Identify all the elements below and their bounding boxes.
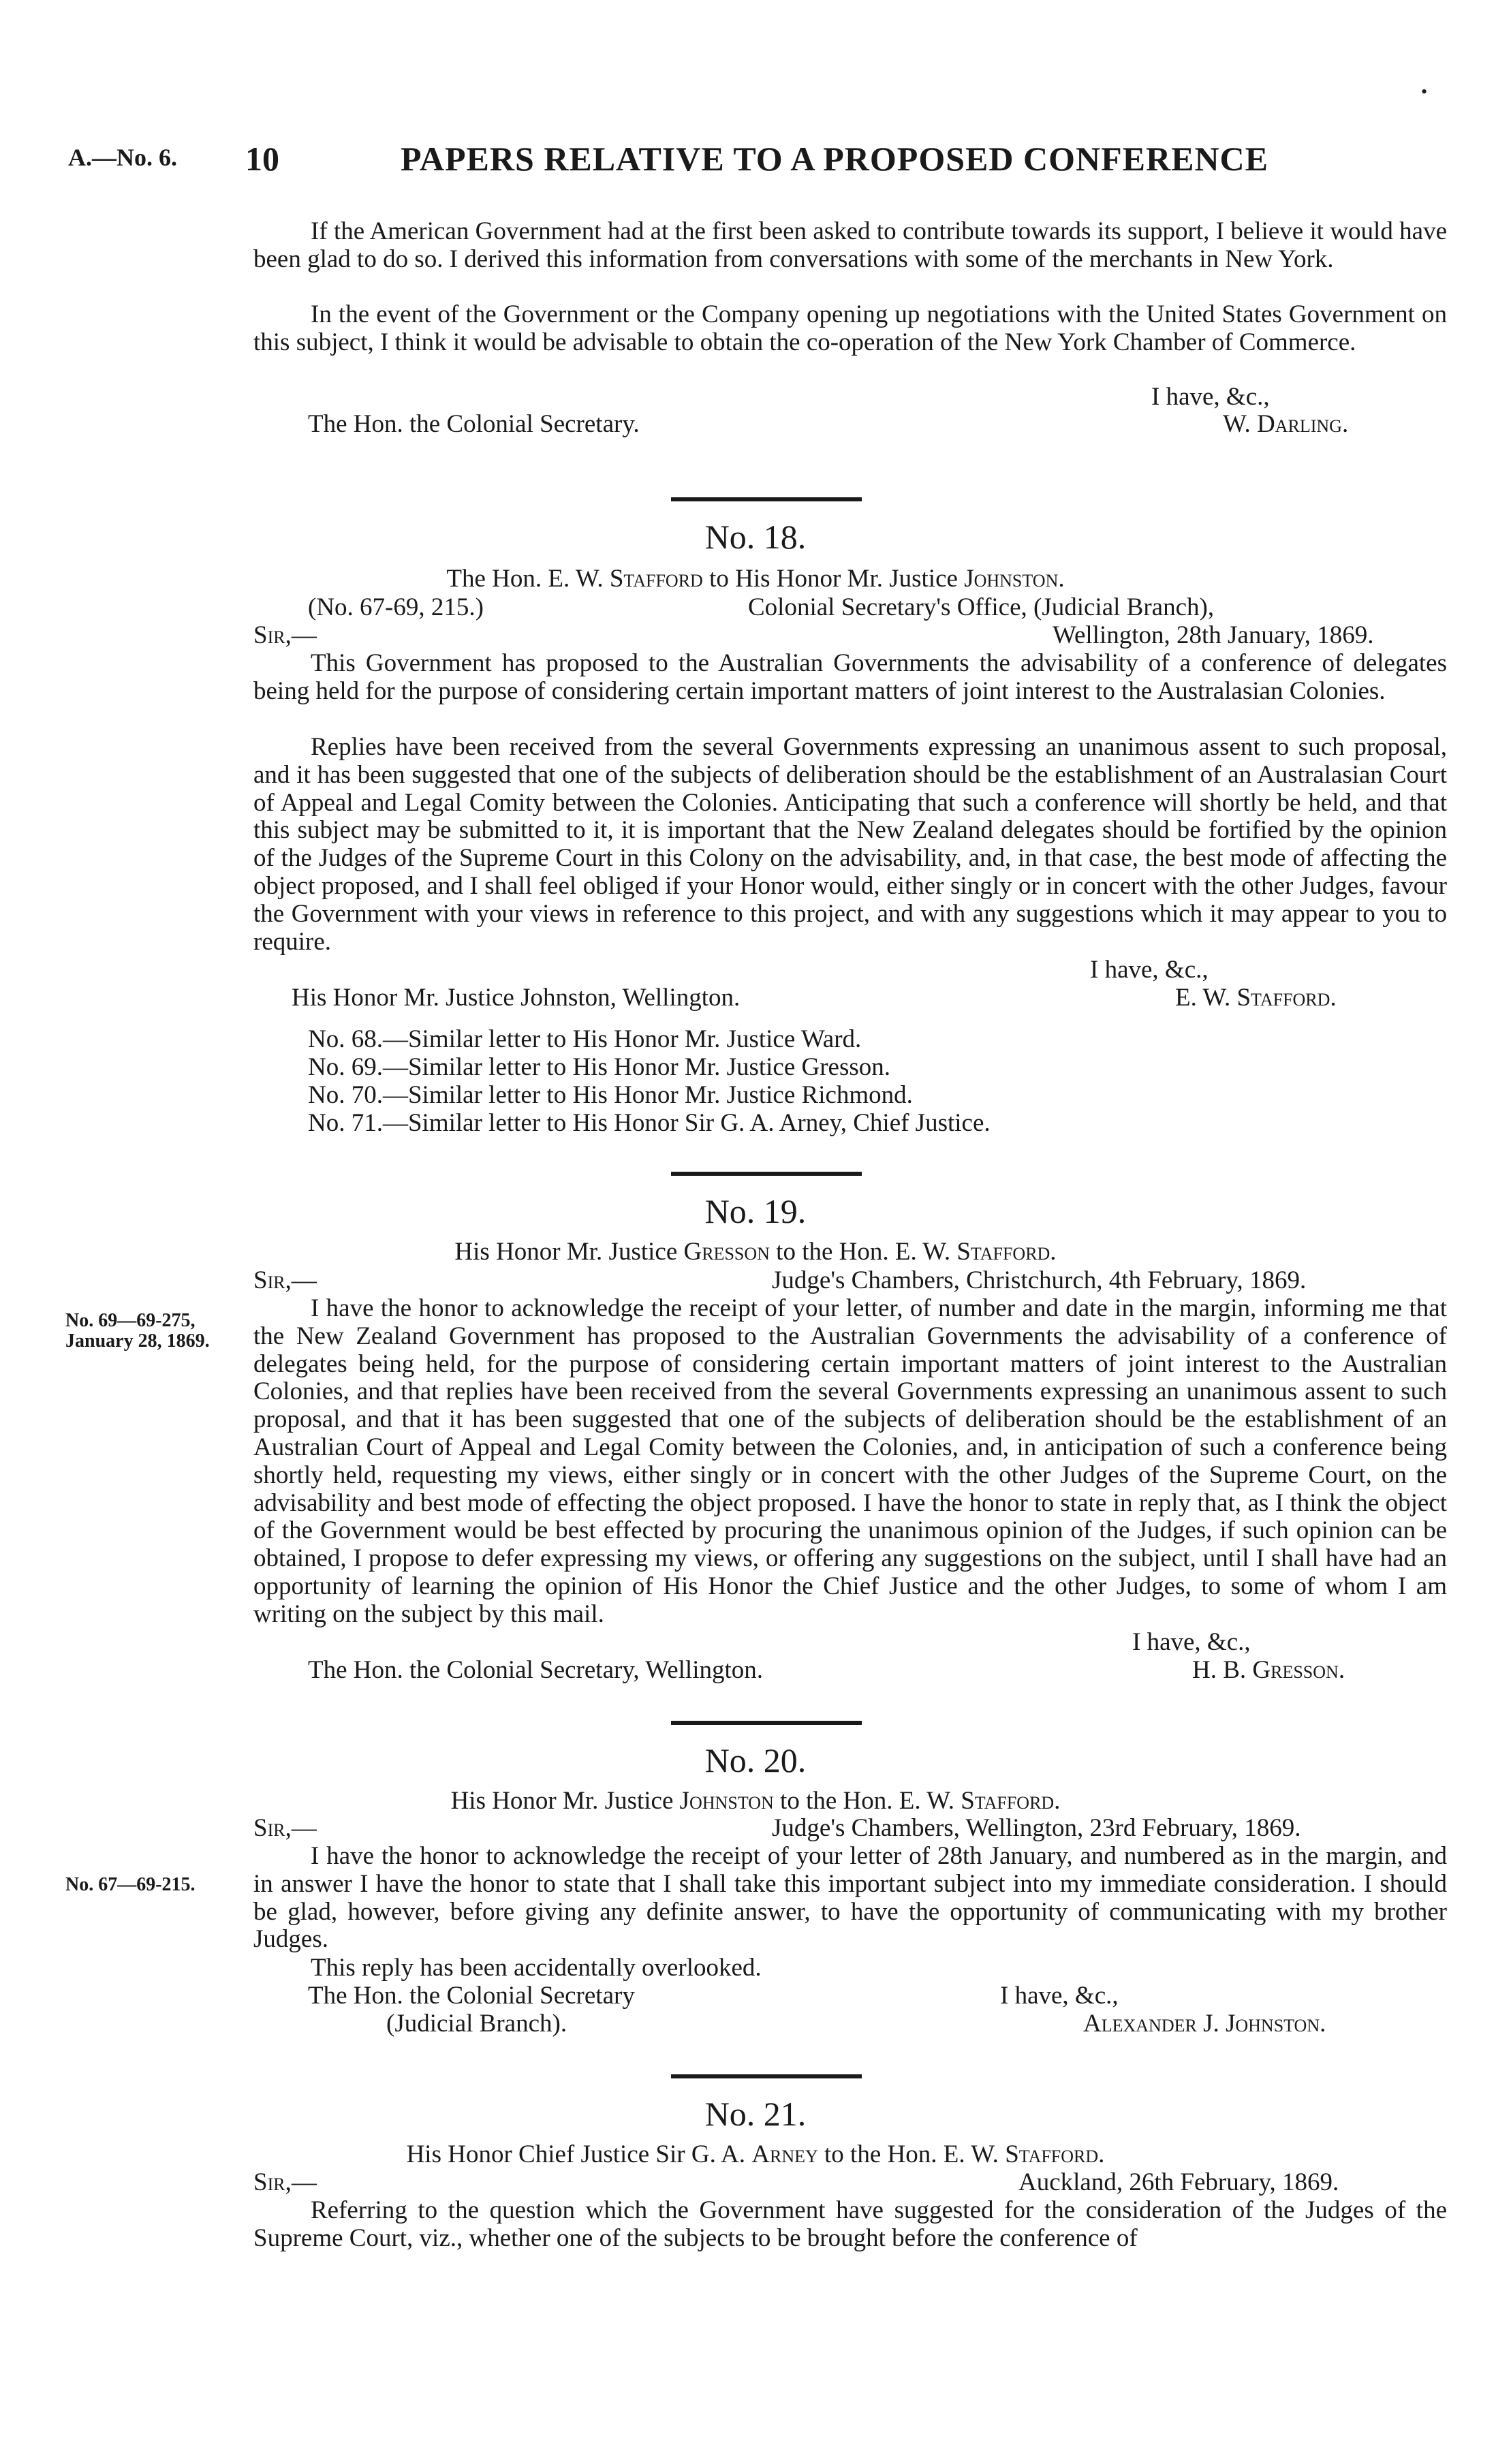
running-title: PAPERS RELATIVE TO A PROPOSED CONFERENCE (401, 140, 1269, 178)
similar-letter-68: No. 68.—Similar letter to His Honor Mr. Justice Ward. (308, 1025, 862, 1053)
letter-20-signature: Alexander J. Johnston. (1083, 2010, 1326, 2038)
letter-19-heading: His Honor Mr. Justice Gresson to the Hon. E. W. Stafford. (454, 1238, 1057, 1266)
letter-18-closing: I have, &c., (1090, 956, 1209, 984)
letter-18-paragraph-2: Replies have been received from the several Governments expressing an unanimous assent to such proposal, and it has been suggested that one of the subjects of deliberation should be the establishment of an Australasian Court of Appeal and Legal Comity between the Colonies. Anticipating that such a conference will shortly be held, and that this subject may be submitted to it, it is important that the New Zealand delegates should be fortified by the opinion of the Judges of the Supreme Court in this Colony on the advisability, and, in that case, the best mode of affecting the object proposed, and I shall feel obliged if your Honor would, either singly or in concert with the other Judges, favour the Government with your views in reference to this project, and with any suggestions which it may appear to you to require. (253, 733, 1447, 956)
similar-letter-71: No. 71.—Similar letter to His Honor Sir G. A. Arney, Chief Justice. (308, 1109, 991, 1137)
similar-letter-70: No. 70.—Similar letter to His Honor Mr. Justice Richmond. (308, 1081, 913, 1109)
letter-18-addressee: His Honor Mr. Justice Johnston, Wellington. (292, 984, 741, 1012)
letter-18-office: Colonial Secretary's Office, (Judicial Branch), (748, 593, 1215, 621)
letter-20-addressee-line-2: (Judicial Branch). (386, 2010, 567, 2038)
intro-signature: W. Darling. (1223, 410, 1349, 438)
letter-18-paragraph-1: This Government has proposed to the Australian Governments the advisability of a conference of delegates being held for the purpose of considering certain important matters of joint interest to the Australasian Colonies. (253, 649, 1447, 705)
letter-21-paragraph-1: Referring to the question which the Government have suggested for the consideration of the Judges of the Supreme Court, viz., whether one of the subjects to be brought before the conference of (253, 2196, 1447, 2252)
letter-20-paragraph-1: I have the honor to acknowledge the receipt of your letter of 28th January, and numbered as in the margin, and in answer I have the honor to state that I shall take this important subject into my immediate consideration. I should be glad, however, before giving any definite answer, to have the opportunity of communicating with my brother Judges. (253, 1842, 1447, 1954)
letter-21-salutation: Sir,— (253, 2168, 317, 2196)
letter-18-salutation: Sir,— (253, 621, 317, 649)
section-divider (671, 2074, 862, 2078)
letter-18-signature: E. W. Stafford. (1175, 984, 1337, 1012)
letter-19-closing: I have, &c., (1132, 1628, 1251, 1656)
intro-addressee: The Hon. the Colonial Secretary. (308, 410, 640, 438)
letter-18-reference: (No. 67-69, 215.) (308, 593, 484, 621)
margin-note-19-date: January 28, 1869. (65, 1330, 210, 1352)
letter-19-signature: H. B. Gresson. (1192, 1656, 1345, 1684)
section-divider (671, 1172, 862, 1176)
letter-21-heading: His Honor Chief Justice Sir G. A. Arney to the Hon. E. W. Stafford. (406, 2140, 1105, 2168)
letter-19-place-date: Judge's Chambers, Christchurch, 4th February, 1869. (772, 1266, 1307, 1294)
page-number: 10 (245, 140, 279, 178)
letter-20-paragraph-2: This reply has been accidentally overlooked. (311, 1954, 762, 1982)
parliamentary-reference: A.—No. 6. (68, 144, 177, 171)
letter-18-heading: The Hon. E. W. Stafford to His Honor Mr. Justice Johnston. (446, 565, 1065, 593)
letter-19-addressee: The Hon. the Colonial Secretary, Wellington. (308, 1656, 764, 1684)
letter-19-salutation: Sir,— (253, 1266, 317, 1294)
letter-20-closing: I have, &c., (1000, 1982, 1119, 2010)
letter-number-19: No. 19. (704, 1192, 807, 1230)
intro-closing: I have, &c., (1151, 383, 1270, 411)
letter-21-place-date: Auckland, 26th February, 1869. (1018, 2168, 1339, 2196)
letter-20-heading: His Honor Mr. Justice Johnston to the Hon. E. W. Stafford. (450, 1787, 1061, 1815)
intro-paragraph-2: In the event of the Government or the Company opening up negotiations with the United States Government on this subject, I think it would be advisable to obtain the co-operation of the New York Chamber of Commerce. (253, 300, 1447, 356)
intro-paragraph-1: If the American Government had at the first been asked to contribute towards its support, I believe it would have been glad to do so. I derived this information from conversations with some of the merchants in New York. (253, 217, 1447, 273)
section-divider (671, 497, 862, 501)
letter-number-18: No. 18. (704, 518, 807, 556)
similar-letter-69: No. 69.—Similar letter to His Honor Mr. Justice Gresson. (308, 1053, 891, 1081)
letter-20-place-date: Judge's Chambers, Wellington, 23rd February, 1869. (772, 1814, 1301, 1842)
section-divider (671, 1721, 862, 1725)
letter-20-salutation: Sir,— (253, 1814, 317, 1842)
letter-18-place-date: Wellington, 28th January, 1869. (1053, 621, 1374, 649)
letter-19-paragraph-1: I have the honor to acknowledge the receipt of your letter, of number and date in the margin, informing me that the New Zealand Government has proposed to the Australian Governments the advisability of a conference of delegates being held, for the purpose of considering certain important matters of joint interest to the Australian Colonies, and that replies have been received from the several Governments expressing an unanimous assent to such proposal, and that it has been suggested that one of the subjects of deliberation should be the establishment of an Australian Court of Appeal and Legal Comity between the Colonies, and, in anticipation of such a conference being shortly held, requesting my views, either singly or in concert with the other Judges of the Supreme Court, on the advisability and best mode of effecting the object proposed. I have the honor to state in reply that, as I think the object of the Government would be best effected by procuring the unanimous opinion of the Judges, if such opinion can be obtained, I propose to defer expressing my views, or offering any suggestions on the subject, until I shall have had an opportunity of learning the opinion of His Honor the Chief Justice and the other Judges, to some of whom I am writing on the subject by this mail. (253, 1294, 1447, 1628)
letter-20-addressee-line-1: The Hon. the Colonial Secretary (308, 1982, 635, 2010)
letter-number-20: No. 20. (704, 1741, 807, 1779)
margin-note-20: No. 67—69-215. (65, 1874, 196, 1895)
letter-number-21: No. 21. (704, 2095, 807, 2133)
page-speck: • (1421, 82, 1428, 102)
margin-note-19-number: No. 69—69-275, (65, 1310, 196, 1331)
